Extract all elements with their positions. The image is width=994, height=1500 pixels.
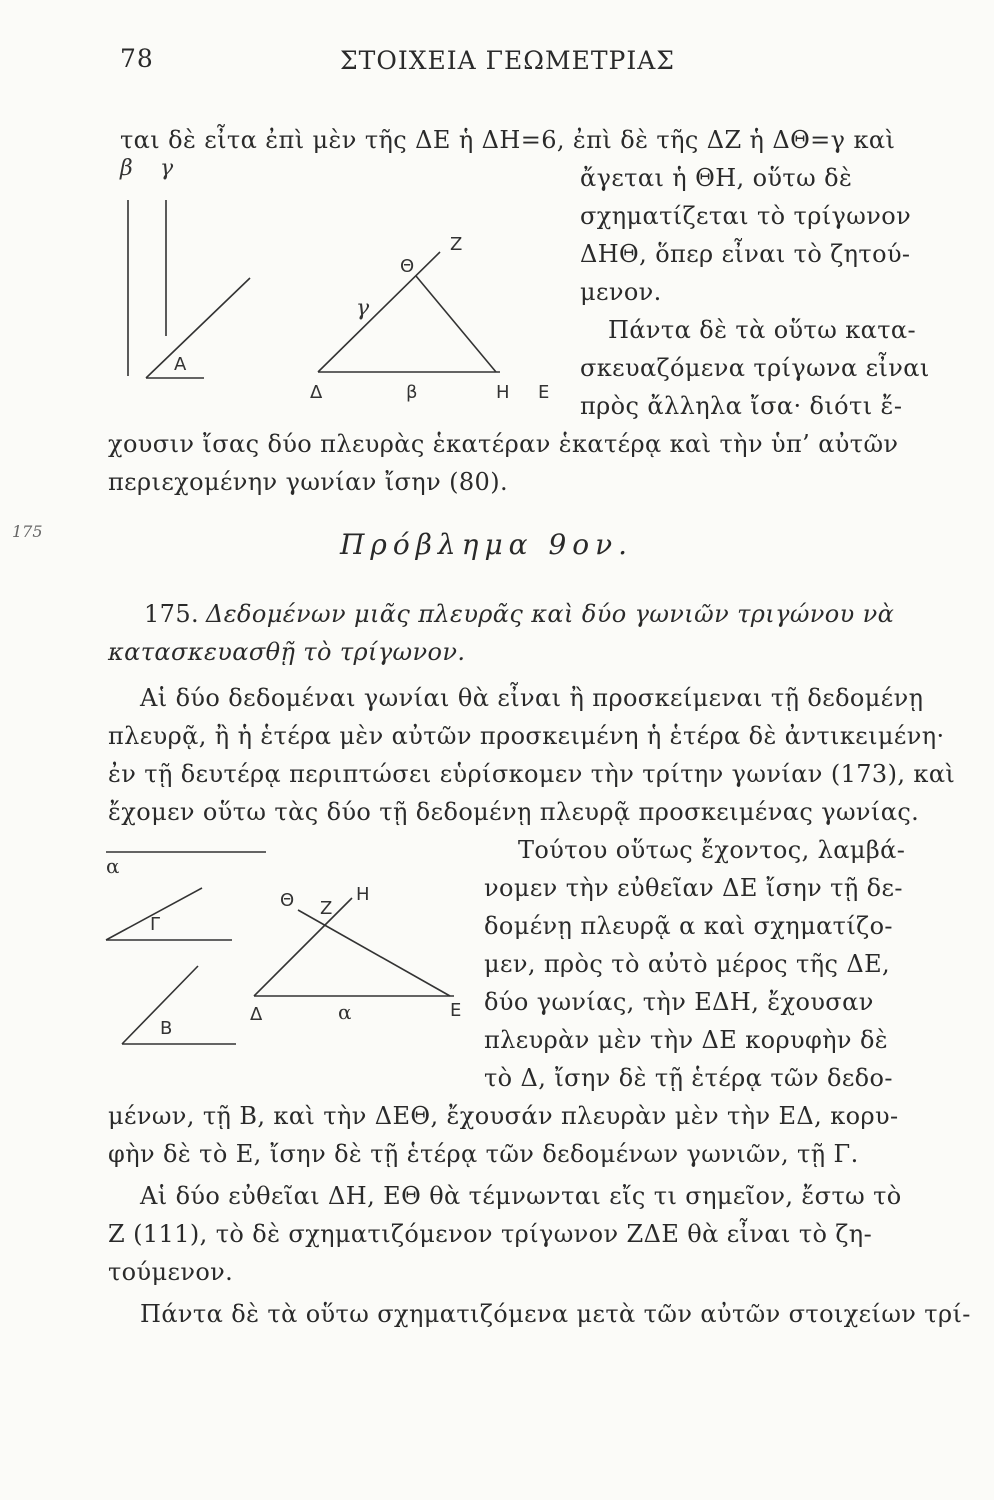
text-line: δομένῃ πλευρᾷ α καὶ σχηματίζο- <box>484 912 893 940</box>
label-Z: Z <box>450 234 463 255</box>
margin-note: 175 <box>12 522 43 541</box>
line-theta-h <box>416 276 496 372</box>
text-line: ΔΗΘ, ὅπερ εἶναι τὸ ζητού- <box>580 240 911 268</box>
text-line: μενον. <box>580 278 662 306</box>
text-line: μεν, πρὸς τὸ αὐτὸ μέρος τῆς ΔΕ, <box>484 950 891 978</box>
text-line: τὸ Δ, ἴσην δὲ τῇ ἑτέρᾳ τῶν δεδο- <box>484 1064 893 1092</box>
text-line: ἔχομεν οὕτω τὰς δύο τῇ δεδομένῃ πλευρᾷ προσκειμένας γωνίας. <box>108 798 920 826</box>
text-line: Αἱ δύο δεδομέναι γωνίαι θὰ εἶναι ἢ προσκείμεναι τῇ δεδομένῃ <box>140 684 924 712</box>
text-line: χουσιν ἴσας δύο πλευρὰς ἑκατέραν ἑκατέρᾳ καὶ τὴν ὑπ’ αὐτῶν <box>108 430 899 458</box>
text-line: πρὸς ἄλληλα ἴσα· διότι ἔ- <box>580 392 903 420</box>
label-alpha-segment: α <box>106 854 120 878</box>
text-line: μένων, τῇ Β, καὶ τὴν ΔΕΘ, ἔχουσάν πλευρὰν μὲν τὴν ΕΔ, κορυ- <box>108 1102 899 1130</box>
angle-A-ray <box>146 278 250 378</box>
label-delta: Δ <box>250 1004 263 1025</box>
problem-title: Πρόβλημα 9ον. <box>340 528 634 561</box>
label-beta-base: β <box>406 382 418 403</box>
label-E: E <box>538 382 550 403</box>
text-line: Πάντα δὲ τὰ οὕτω σχηματιζόμενα μετὰ τῶν αὐτῶν στοιχείων τρί- <box>140 1300 971 1328</box>
problem-statement: Δεδομένων μιᾶς πλευρᾶς καὶ δύο γωνιῶν τριγώνου νὰ <box>206 600 895 628</box>
text-line: νομεν τὴν εὐθεῖαν ΔΕ ἴσην τῇ δε- <box>484 874 903 902</box>
figure-triangle-construction-2 <box>100 840 470 1060</box>
problem-statement: κατασκευασθῇ τὸ τρίγωνον. <box>108 638 466 666</box>
text-line: Αἱ δύο εὐθεῖαι ΔΗ, ΕΘ θὰ τέμνωνται εἴς τι σημεῖον, ἔστω τὸ <box>140 1182 902 1210</box>
label-gamma-top: γ <box>160 156 174 181</box>
label-gamma-angle: Γ <box>150 914 161 935</box>
figure-triangle-construction-1 <box>100 156 570 420</box>
text-line: δύο γωνίας, τὴν ΕΔΗ, ἔχουσαν <box>484 988 874 1016</box>
label-B-angle: B <box>160 1018 173 1039</box>
figure-1-lines <box>100 160 570 420</box>
text-line: πλευρᾷ, ἢ ἡ ἑτέρα μὲν αὐτῶν προσκειμένη ἡ ἑτέρα δὲ ἀντικειμένη· <box>108 722 945 750</box>
text-line: Πάντα δὲ τὰ οὕτω κατα- <box>608 316 917 344</box>
label-delta: Δ <box>310 382 323 403</box>
figure-2-lines <box>100 840 470 1060</box>
page-number: 78 <box>120 44 154 73</box>
text-line: φὴν δὲ τὸ Ε, ἴσην δὲ τῇ ἑτέρᾳ τῶν δεδομένων γωνιῶν, τῇ Γ. <box>108 1140 859 1168</box>
label-H: H <box>356 884 370 905</box>
label-A: A <box>174 354 187 375</box>
text-line: περιεχομένην γωνίαν ἴσην (80). <box>108 468 508 496</box>
running-title: ΣΤΟΙΧΕΙΑ ΓΕΩΜΕΤΡΙΑΣ <box>340 46 675 75</box>
label-beta-top: β <box>120 156 133 181</box>
label-theta: Θ <box>400 256 415 277</box>
label-Z: Z <box>320 898 333 919</box>
label-theta: Θ <box>280 890 295 911</box>
text-line: Τούτου οὕτως ἔχοντος, λαμβά- <box>518 836 906 864</box>
label-alpha-base: α <box>338 1000 352 1024</box>
text-line: ἄγεται ἡ ΘΗ, οὕτω δὲ <box>580 164 853 192</box>
label-H: H <box>496 382 510 403</box>
line-e-theta <box>298 910 450 996</box>
text-line: Ζ (111), τὸ δὲ σχηματιζόμενον τρίγωνον ΖΔΕ θὰ εἶναι τὸ ζη- <box>108 1220 873 1248</box>
text-line: πλευρὰν μὲν τὴν ΔΕ κορυφὴν δὲ <box>484 1026 889 1054</box>
text-line: τούμενον. <box>108 1258 234 1286</box>
text-line: ται δὲ εἶτα ἐπὶ μὲν τῆς ΔΕ ἡ ΔΗ=6, ἐπὶ δὲ τῆς ΔΖ ἡ ΔΘ=γ καὶ <box>120 126 896 154</box>
text-line: ἐν τῇ δευτέρᾳ περιπτώσει εὑρίσκομεν τὴν τρίτην γωνίαν (173), καὶ <box>108 760 956 788</box>
line-delta-z <box>318 252 440 372</box>
label-gamma-side: γ <box>356 296 370 321</box>
text-line: σκευαζόμενα τρίγωνα εἶναι <box>580 354 930 382</box>
problem-number: 175. <box>144 600 200 628</box>
text-line: σχηματίζεται τὸ τρίγωνον <box>580 202 912 230</box>
label-E: E <box>450 1000 462 1021</box>
